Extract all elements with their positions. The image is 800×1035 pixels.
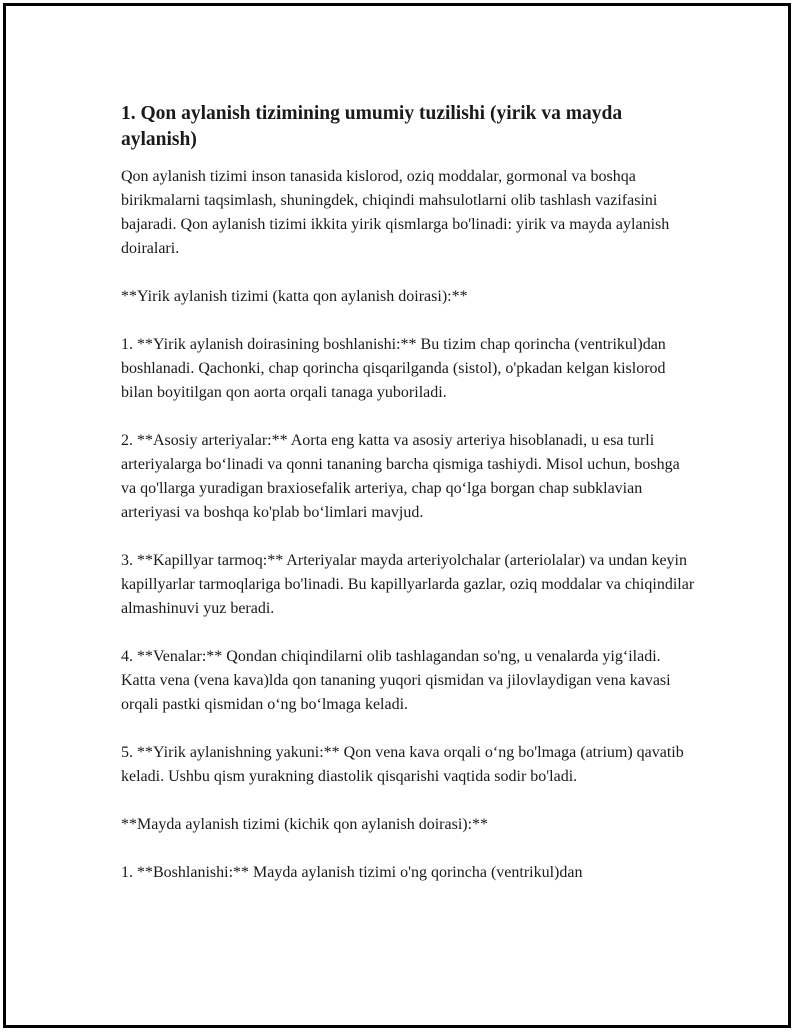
list-item-main-arteries: 2. **Asosiy arteriyalar:** Aorta eng katta va asosiy arteriya hisoblanadi, u esa turli arteriyalarga bo‘linadi va qonni tananing barcha qismiga tashiydi. Misol uchun, boshga va qo'llarga yuradigan braxiosefalik arteriya, chap qo‘lga borgan chap subklavian arteriyasi va boshqa ko'plab bo‘limlari mavjud. xyxy=(121,432,680,521)
list-item-pulmonary-start: 1. **Boshlanishi:** Mayda aylanish tizimi o'ng qorincha (ventrikul)dan xyxy=(121,864,583,881)
list-item-systemic-end: 5. **Yirik aylanishning yakuni:** Qon vena kava orqali o‘ng bo'lmaga (atrium) qavatib keladi. Ushbu qism yurakning diastolik qisqarishi vaqtida sodir bo'ladi. xyxy=(121,744,684,785)
list-item-veins: 4. **Venalar:** Qondan chiqindilarni olib tashlagandan so'ng, u venalarda yig‘iladi. Katta vena (vena kava)lda qon tananing yuqori qismidan va jilovlaydigan vena kavasi orqali pastki qismidan o‘ng bo‘lmaga keladi. xyxy=(121,648,671,713)
section-heading: 1. Qon aylanish tizimining umumiy tuzilishi (yirik va mayda aylanish) xyxy=(121,103,623,150)
systemic-circulation-subheading: **Yirik aylanish tizimi (katta qon aylanish doirasi):** xyxy=(121,288,468,305)
pulmonary-circulation-subheading: **Mayda aylanish tizimi (kichik qon aylanish doirasi):** xyxy=(121,816,489,833)
intro-paragraph: Qon aylanish tizimi inson tanasida kislorod, oziq moddalar, gormonal va boshqa birikmalarni taqsimlash, shuningdek, chiqindi mahsulotlarni olib tashlash vazifasini bajaradi. Qon aylanish tizimi ikkita yirik qismlarga bo'linadi: yirik va mayda aylanish doiralari. xyxy=(121,168,670,257)
list-item-systemic-start: 1. **Yirik aylanish doirasining boshlanishi:** Bu tizim chap qorincha (ventrikul)dan boshlanadi. Qachonki, chap qorincha qisqarilganda (sistol), o'pkadan kelgan kislorod bilan boyitilgan qon aorta orqali tanaga yuboriladi. xyxy=(121,336,666,401)
document-page xyxy=(3,3,791,1028)
document-body xyxy=(121,101,696,909)
list-item-capillary-network: 3. **Kapillyar tarmoq:** Arteriyalar mayda arteriyolchalar (arteriolalar) va undan keyin kapillyarlar tarmoqlariga bo'linadi. Bu kapillyarlarda gazlar, oziq moddalar va chiqindilar almashinuvi yuz beradi. xyxy=(121,552,695,617)
